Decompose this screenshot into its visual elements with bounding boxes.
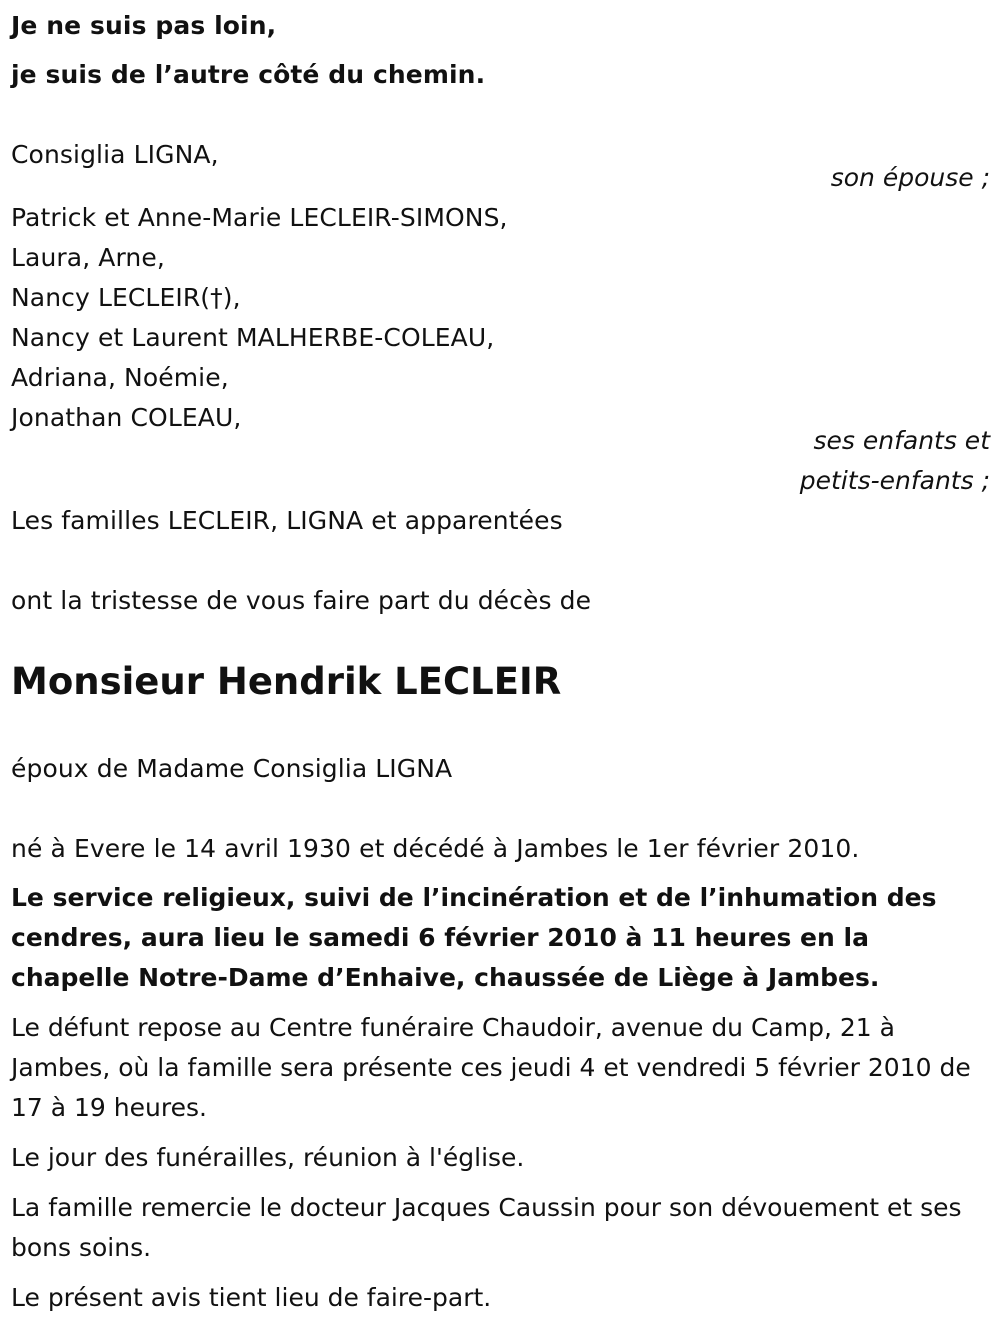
meeting-paragraph: Le jour des funérailles, réunion à l'église. — [11, 1143, 525, 1172]
spouse-role: son épouse ; — [830, 163, 990, 192]
repose-paragraph: Le défunt repose au Centre funéraire Chaudoir, avenue du Camp, 21 à Jambes, où la famille sera présente ces jeudi 4 et vendredi 5 février 2010 de 17 à 19 heures. — [11, 1013, 971, 1122]
child-line: Jonathan COLEAU, — [11, 403, 242, 432]
child-line: Nancy LECLEIR(†), — [11, 283, 241, 312]
child-line: Laura, Arne, — [11, 243, 165, 272]
spouse-name: Consiglia LIGNA, — [11, 140, 219, 169]
closing-paragraph: Le présent avis tient lieu de faire-part. — [11, 1283, 492, 1312]
deceased-name: Monsieur Hendrik LECLEIR — [11, 660, 562, 703]
child-line: Patrick et Anne-Marie LECLEIR-SIMONS, — [11, 203, 508, 232]
announcement: ont la tristesse de vous faire part du décès de — [11, 586, 592, 615]
deceased-spouse-of: époux de Madame Consiglia LIGNA — [11, 754, 453, 783]
service-paragraph: Le service religieux, suivi de l’incinération et de l’inhumation des cendres, aura lieu le samedi 6 février 2010 à 11 heures en la chapelle Notre-Dame d’Enhaive, chaussée de Liège à Jambes. — [11, 883, 937, 992]
birth-death-line: né à Evere le 14 avril 1930 et décédé à Jambes le 1er février 2010. — [11, 834, 860, 863]
children-role-line-2: petits-enfants ; — [799, 466, 990, 495]
child-line: Nancy et Laurent MALHERBE-COLEAU, — [11, 323, 495, 352]
thanks-paragraph: La famille remercie le docteur Jacques Caussin pour son dévouement et ses bons soins. — [11, 1193, 962, 1262]
child-line: Adriana, Noémie, — [11, 363, 229, 392]
children-role-line-1: ses enfants et — [813, 426, 990, 455]
epigraph-line-2: je suis de l’autre côté du chemin. — [11, 60, 486, 89]
families-line: Les familles LECLEIR, LIGNA et apparentées — [11, 506, 563, 535]
epigraph-line-1: Je ne suis pas loin, — [11, 11, 277, 40]
